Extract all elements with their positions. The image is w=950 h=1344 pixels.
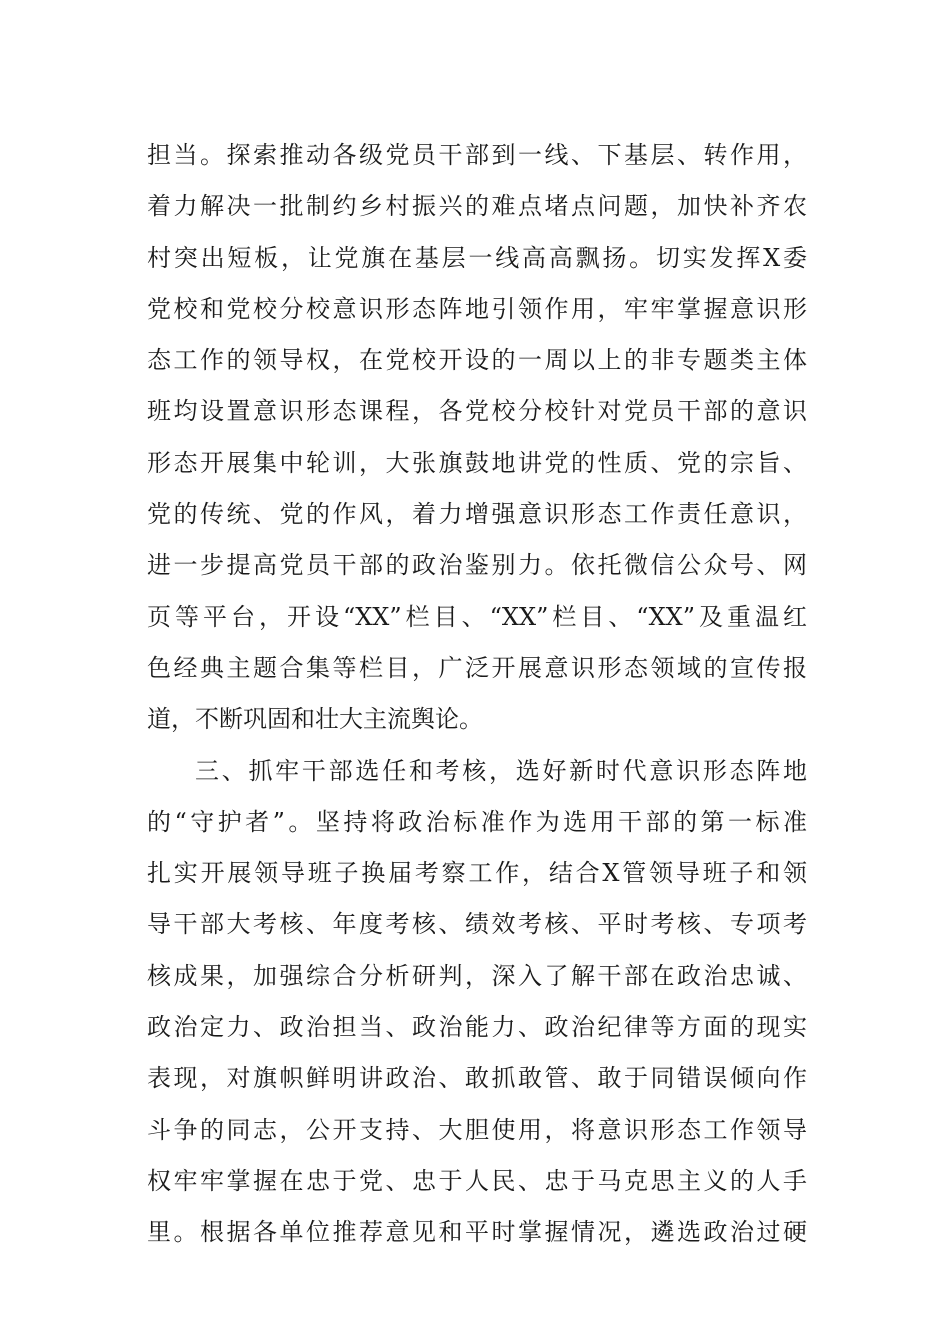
text-line: 政治定力、政治担当、政治能力、政治纪律等方面的现实: [147, 1013, 807, 1042]
text-line: 村突出短板，让党旗在基层一线高高飘扬。切实发挥X委: [147, 243, 807, 272]
text-line: 三、抓牢干部选任和考核，选好新时代意识形态阵地: [195, 756, 807, 785]
text-line: 班均设置意识形态课程，各党校分校针对党员干部的意识: [147, 397, 807, 426]
document-body: [147, 130, 807, 1259]
text-line: 导干部大考核、年度考核、绩效考核、平时考核、专项考: [147, 910, 807, 939]
text-line: 进一步提高党员干部的政治鉴别力。依托微信公众号、网: [147, 551, 807, 580]
text-line: 党的传统、党的作风，着力增强意识形态工作责任意识，: [147, 500, 807, 529]
text-line: 权牢牢掌握在忠于党、忠于人民、忠于马克思主义的人手: [147, 1166, 807, 1195]
text-line: 里。根据各单位推荐意见和平时掌握情况，遴选政治过硬: [147, 1218, 807, 1247]
text-line: 党校和党校分校意识形态阵地引领作用，牢牢掌握意识形: [147, 294, 807, 323]
text-line: 形态开展集中轮训，大张旗鼓地讲党的性质、党的宗旨、: [147, 448, 807, 477]
text-line: 道，不断巩固和壮大主流舆论。: [147, 705, 483, 734]
text-line: 表现，对旗帜鲜明讲政治、敢抓敢管、敢于同错误倾向作: [147, 1064, 807, 1093]
text-line: 斗争的同志，公开支持、大胆使用，将意识形态工作领导: [147, 1115, 807, 1144]
text-line: 态工作的领导权，在党校开设的一周以上的非专题类主体: [147, 346, 807, 375]
text-line: 色经典主题合集等栏目，广泛开展意识形态领域的宣传报: [147, 653, 807, 682]
paragraph-2: [147, 746, 807, 1259]
text-line: 核成果，加强综合分析研判，深入了解干部在政治忠诚、: [147, 961, 807, 990]
text-line: 担当。探索推动各级党员干部到一线、下基层、转作用，: [147, 141, 807, 169]
text-line: 扎实开展领导班子换届考察工作，结合X管领导班子和领: [147, 859, 807, 888]
text-line: 的“守护者”。坚持将政治标准作为选用干部的第一标准: [147, 807, 807, 836]
paragraph-1: [147, 130, 807, 746]
text-line: 页等平台，开设“XX”栏目、“XX”栏目、“XX”及重温红: [147, 602, 807, 631]
text-line: 着力解决一批制约乡村振兴的难点堵点问题，加快补齐农: [147, 192, 807, 221]
